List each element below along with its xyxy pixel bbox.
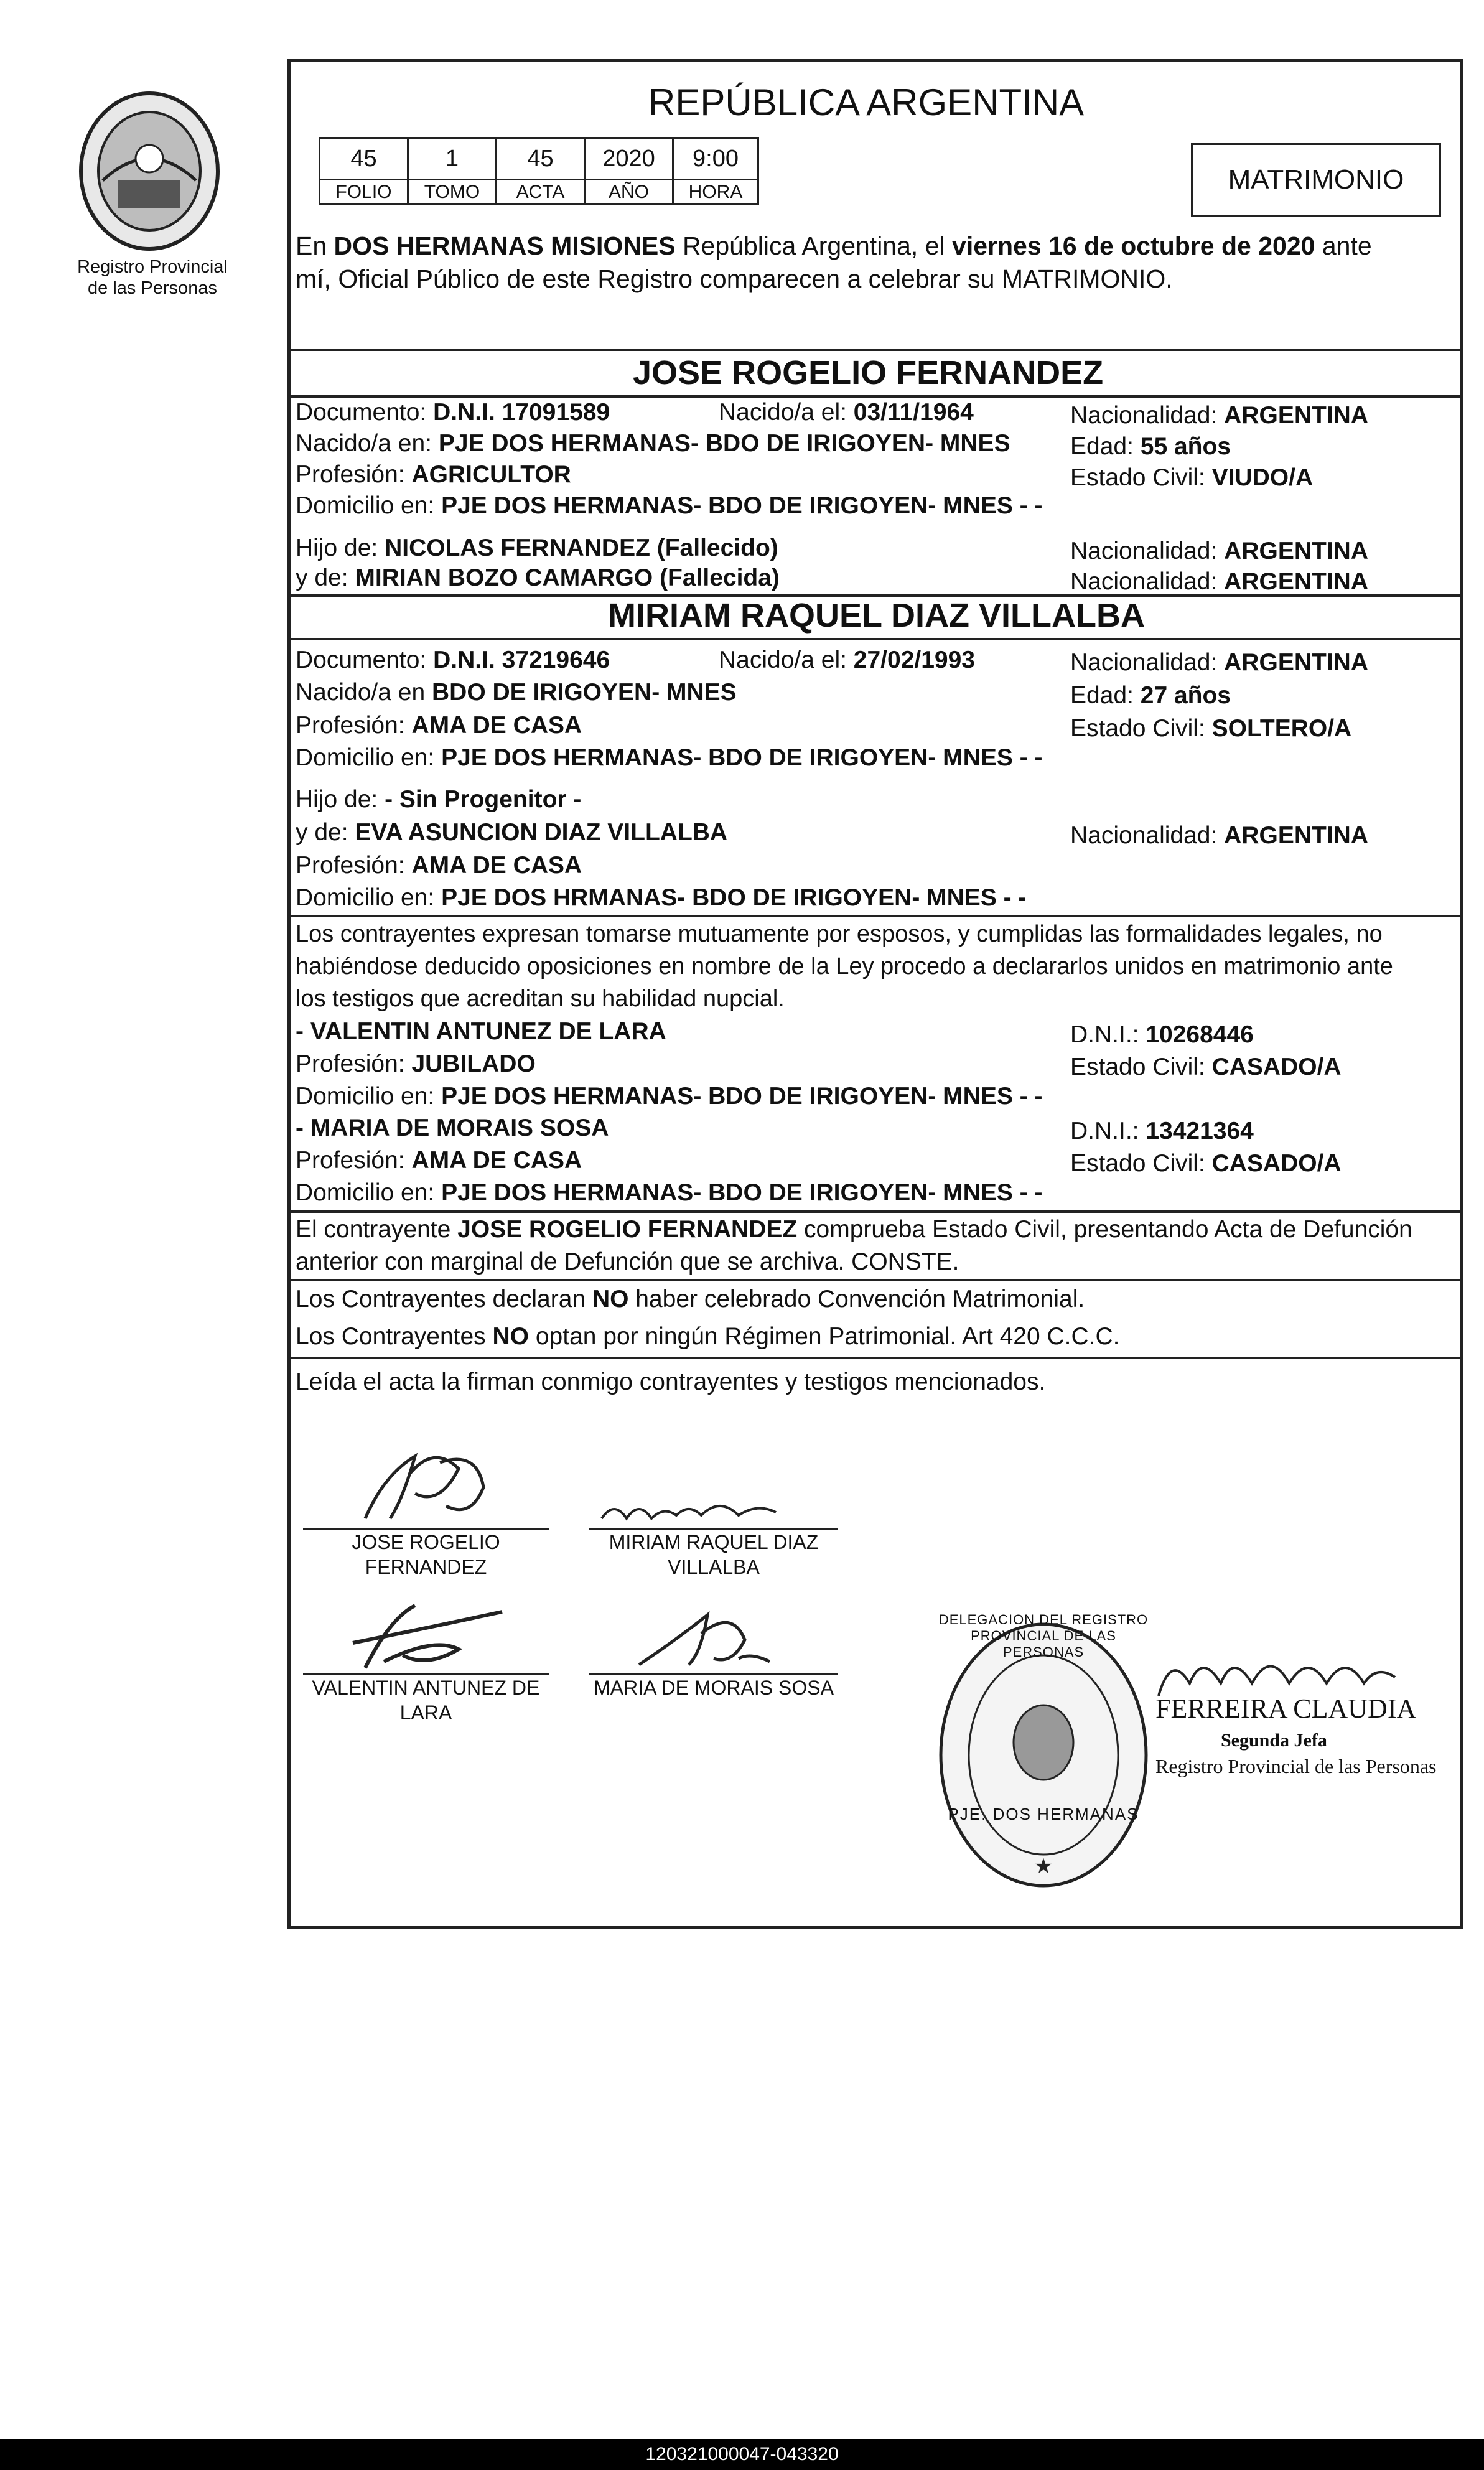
signature-witness2-icon <box>627 1602 782 1671</box>
signature-caption-witness1-line1: VALENTIN ANTUNEZ DE <box>312 1677 540 1699</box>
witness2-dni: D.N.I.: 13421364 <box>1070 1118 1254 1144</box>
regime-statement: Los Contrayentes NO optan por ningún Régimen Patrimonial. Art 420 C.C.C. <box>296 1323 1120 1350</box>
hora-value: 9:00 <box>672 137 759 180</box>
certificate-frame <box>287 59 1463 1929</box>
hora-label: HORA <box>672 179 759 205</box>
spouse1-birthdate: Nacido/a el: 03/11/1964 <box>719 399 974 426</box>
spouse1-nationality: Nacionalidad: ARGENTINA <box>1070 402 1369 429</box>
witness1-civil-status: Estado Civil: CASADO/A <box>1070 1054 1342 1080</box>
spouse2-birthdate: Nacido/a el: 27/02/1993 <box>719 647 975 673</box>
witness2-address: Domicilio en: PJE DOS HERMANAS- BDO DE IRIGOYEN- MNES - - <box>296 1179 1043 1206</box>
acta-value: 45 <box>495 137 586 180</box>
tomo-label: TOMO <box>407 179 497 205</box>
spouse2-civil-status: Estado Civil: SOLTERO/A <box>1070 715 1352 742</box>
official-office: Registro Provincial de las Personas <box>1155 1755 1437 1777</box>
civil-status-note-line1: El contrayente JOSE ROGELIO FERNANDEZ comprueba Estado Civil, presentando Acta de Defunción <box>296 1216 1412 1243</box>
spouse1-civil-status: Estado Civil: VIUDO/A <box>1070 464 1314 491</box>
document-barcode-footer: 120321000047-043320 <box>0 2439 1484 2470</box>
spouse1-mother: y de: MIRIAN BOZO CAMARGO (Fallecida) <box>296 564 780 591</box>
signature-caption-witness2: MARIA DE MORAIS SOSA <box>594 1677 834 1699</box>
declaration-line3: los testigos que acreditan su habilidad nupcial. <box>296 986 785 1012</box>
spouse1-father: Hijo de: NICOLAS FERNANDEZ (Fallecido) <box>296 535 778 561</box>
acta-label: ACTA <box>495 179 586 205</box>
declaration-line1: Los contrayentes expresan tomarse mutuamente por esposos, y cumplidas las formalidades legales, no <box>296 921 1383 947</box>
page-title: REPÚBLICA ARGENTINA <box>648 82 1085 123</box>
registry-stamp <box>935 1612 1152 1892</box>
anio-value: 2020 <box>584 137 674 180</box>
folio-value: 45 <box>319 137 409 180</box>
witness1-name: - VALENTIN ANTUNEZ DE LARA <box>296 1018 666 1045</box>
official-name: FERREIRA CLAUDIA <box>1155 1693 1417 1724</box>
spouse2-mother-profession: Profesión: AMA DE CASA <box>296 852 582 879</box>
witness1-profession: Profesión: JUBILADO <box>296 1050 536 1077</box>
province-seal-icon <box>75 87 224 255</box>
svg-text:★: ★ <box>1034 1854 1053 1879</box>
spouse2-birthplace: Nacido/a en BDO DE IRIGOYEN- MNES <box>296 679 737 706</box>
intro-line2: mí, Oficial Público de este Registro comparecen a celebrar su MATRIMONIO. <box>296 264 1173 293</box>
ceremony-place: DOS HERMANAS MISIONES <box>334 232 676 260</box>
signature-caption-spouse2-line1: MIRIAM RAQUEL DIAZ <box>609 1531 819 1553</box>
spouse1-birthplace: Nacido/a en: PJE DOS HERMANAS- BDO DE IRIGOYEN- MNES <box>296 430 1010 457</box>
spouse2-nationality: Nacionalidad: ARGENTINA <box>1070 649 1369 676</box>
spouse2-name: MIRIAM RAQUEL DIAZ VILLALBA <box>608 597 1145 634</box>
spouse2-document: Documento: D.N.I. 37219646 <box>296 647 610 673</box>
spouse1-father-nationality: Nacionalidad: ARGENTINA <box>1070 538 1369 564</box>
spouse1-mother-nationality: Nacionalidad: ARGENTINA <box>1070 568 1369 595</box>
signature-spouse1-icon <box>347 1438 502 1531</box>
spouse1-name: JOSE ROGELIO FERNANDEZ <box>633 354 1104 391</box>
stamp-inner-text: PJE. DOS HERMANAS <box>948 1805 1139 1823</box>
spouse2-father: Hijo de: - Sin Progenitor - <box>296 786 582 813</box>
act-type-badge: MATRIMONIO <box>1191 143 1441 217</box>
tomo-value: 1 <box>407 137 497 180</box>
spouse2-age: Edad: 27 años <box>1070 682 1231 709</box>
ceremony-date: viernes 16 de octubre de 2020 <box>952 232 1315 260</box>
spouse2-mother: y de: EVA ASUNCION DIAZ VILLALBA <box>296 819 728 846</box>
stamp-ring-text: DELEGACION DEL REGISTRO PROVINCIAL DE LAS PERSONAS <box>938 1612 1149 1660</box>
logo-caption-line2: de las Personas <box>88 278 217 298</box>
spouse2-address: Domicilio en: PJE DOS HERMANAS- BDO DE IRIGOYEN- MNES - - <box>296 744 1043 771</box>
witness2-profession: Profesión: AMA DE CASA <box>296 1147 582 1174</box>
signature-witness1-icon <box>328 1593 515 1674</box>
spouse1-address: Domicilio en: PJE DOS HERMANAS- BDO DE IRIGOYEN- MNES - - <box>296 492 1043 519</box>
signature-caption-spouse1-line1: JOSE ROGELIO <box>352 1531 500 1553</box>
spouse2-mother-address: Domicilio en: PJE DOS HRMANAS- BDO DE IRIGOYEN- MNES - - <box>296 884 1027 911</box>
convention-statement: Los Contrayentes declaran NO haber celebrado Convención Matrimonial. <box>296 1286 1085 1312</box>
signature-caption-spouse1-line2: FERNANDEZ <box>365 1556 487 1578</box>
logo-caption-line1: Registro Provincial <box>77 257 228 277</box>
signature-spouse2-icon <box>595 1487 782 1531</box>
reading-statement: Leída el acta la firman conmigo contrayentes y testigos mencionados. <box>296 1368 1046 1395</box>
official-role: Segunda Jefa <box>1221 1730 1327 1751</box>
witness2-name: - MARIA DE MORAIS SOSA <box>296 1115 609 1141</box>
spouse2-profession: Profesión: AMA DE CASA <box>296 712 582 739</box>
signature-caption-witness1-line2: LARA <box>399 1701 452 1724</box>
spouse2-mother-nationality: Nacionalidad: ARGENTINA <box>1070 822 1369 849</box>
declaration-line2: habiéndose deducido oposiciones en nombre de la Ley procedo a declararlos unidos en matrimonio ante <box>296 953 1393 980</box>
witness2-civil-status: Estado Civil: CASADO/A <box>1070 1150 1342 1177</box>
spouse1-profession: Profesión: AGRICULTOR <box>296 461 571 488</box>
anio-label: AÑO <box>584 179 674 205</box>
intro-line1: En DOS HERMANAS MISIONES República Argentina, el viernes 16 de octubre de 2020 ante <box>296 232 1372 260</box>
spouse1-document: Documento: D.N.I. 17091589 <box>296 399 610 426</box>
signature-caption-spouse2-line2: VILLALBA <box>668 1556 760 1578</box>
witness1-dni: D.N.I.: 10268446 <box>1070 1021 1254 1048</box>
spouse1-age: Edad: 55 años <box>1070 433 1231 460</box>
civil-status-note-line2: anterior con marginal de Defunción que se archiva. CONSTE. <box>296 1248 959 1275</box>
folio-label: FOLIO <box>319 179 409 205</box>
witness1-address: Domicilio en: PJE DOS HERMANAS- BDO DE IRIGOYEN- MNES - - <box>296 1083 1043 1110</box>
province-logo <box>75 87 224 255</box>
